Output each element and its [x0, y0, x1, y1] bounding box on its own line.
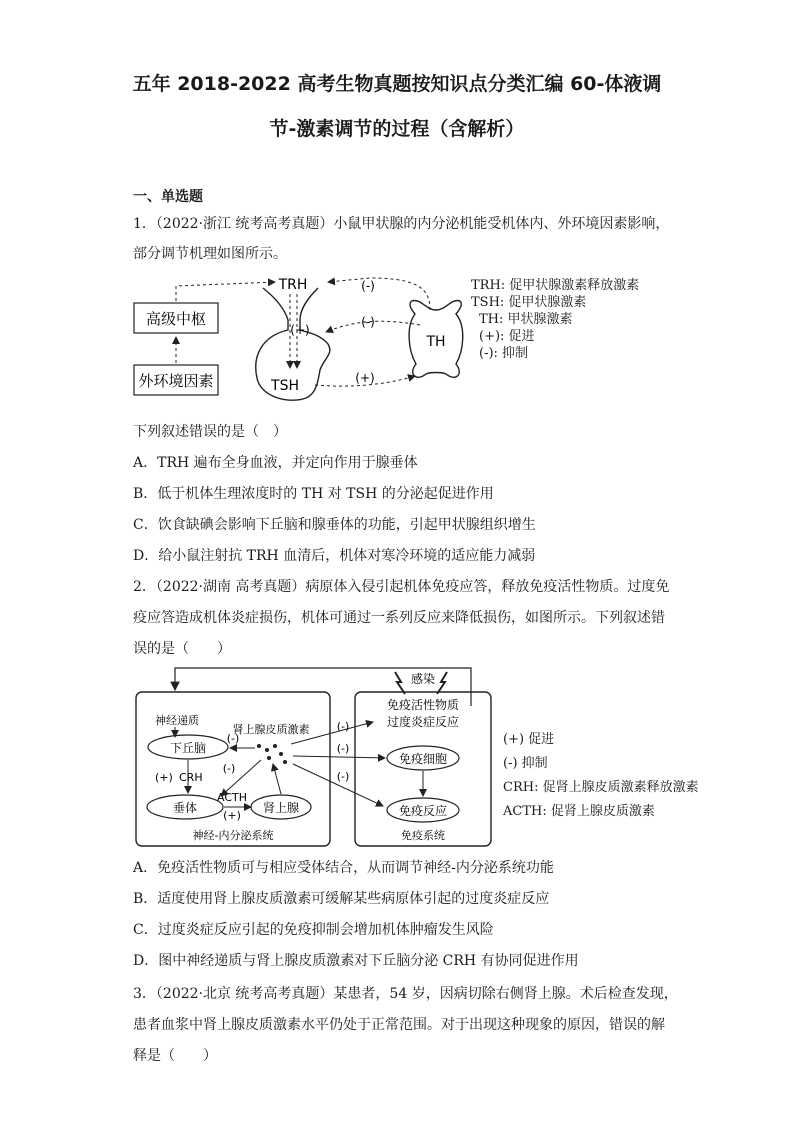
section-heading: 一、单选题 — [133, 189, 203, 205]
q1-diagram — [130, 270, 470, 410]
cortisol-pit-minus: (-) — [222, 762, 236, 775]
q2-legend-crh: CRH: 促肾上腺皮质激素释放激素 — [503, 780, 699, 795]
th-to-trh-inhibit — [328, 278, 430, 310]
immune-cell-minus: (-) — [336, 742, 350, 755]
immune-cell-label: 免疫细胞 — [398, 752, 448, 766]
q1-plus-label-2: (+) — [355, 371, 375, 385]
q1-question: 下列叙述错误的是（ ） — [133, 424, 287, 440]
q1-stem-line2: 部分调节机理如图所示。 — [133, 246, 287, 262]
q1-option-c: C．饮食缺碘会影响下丘脑和腺垂体的功能，引起甲状腺组织增生 — [133, 517, 536, 533]
q2-option-b: B．适度使用肾上腺皮质激素可缓解某些病原体引起的过度炎症反应 — [133, 891, 550, 907]
q2-stem-line2: 疫应答造成机体炎症损伤，机体可通过一系列反应来降低损伤，如图所示。下列叙述错 — [133, 610, 665, 626]
q1-plus-label-1: (+) — [290, 323, 310, 337]
th-label: TH — [426, 334, 446, 350]
q3-stem-line3: 释是（ ） — [133, 1048, 217, 1064]
cortisol-label: 肾上腺皮质激素 — [232, 723, 310, 736]
q1-option-a: A．TRH 遍布全身血液，并定向作用于腺垂体 — [133, 455, 418, 471]
center-to-trh-arrow — [176, 282, 275, 301]
neurotransmitter-label: 神经递质 — [155, 714, 199, 727]
crh-plus-label: (+) — [155, 771, 173, 784]
q1-legend-minus: (-): 抑制 — [479, 346, 529, 361]
inflammation-label: 过度炎症反应 — [386, 715, 460, 729]
q1-option-b: B．低于机体生理浓度时的 TH 对 TSH 的分泌起促进作用 — [133, 486, 494, 502]
env-label: 外环境因素 — [138, 372, 214, 390]
q2-option-a: A．免疫活性物质可与相应受体结合，从而调节神经-内分泌系统功能 — [133, 860, 554, 876]
cortisol-dot — [273, 744, 277, 748]
q3-stem-line2: 患者血浆中肾上腺皮质激素水平仍处于正常范围。对于出现这种现象的原因，错误的解 — [133, 1017, 665, 1033]
q2-diagram — [133, 664, 495, 850]
immune-resp-minus: (-) — [336, 770, 350, 783]
cortisol-dot — [265, 748, 269, 752]
q2-stem-line1: 2．（2022·湖南 高考真题）病原体入侵引起机体免疫应答，释放免疫活性物质。过度免 — [133, 579, 670, 595]
adrenal-to-cortisol-arrow — [273, 764, 281, 794]
q1-legend-trh: TRH: 促甲状腺激素释放激素 — [471, 278, 640, 293]
cortisol-hypo-minus: (-) — [226, 732, 240, 745]
q3-stem-line1: 3．（2022·北京 统考高考真题）某患者，54 岁，因病切除右侧肾上腺。术后检查发现， — [133, 986, 678, 1002]
cortisol-dot — [279, 752, 283, 756]
acth-plus-label: (+) — [223, 809, 241, 822]
adrenal-label: 肾上腺 — [262, 801, 300, 815]
neuro-endocrine-label: 神经-内分泌系统 — [192, 829, 274, 842]
pituitary-label: 垂体 — [172, 801, 198, 815]
lightning-icon — [395, 672, 405, 694]
acth-label: ACTH — [216, 791, 248, 804]
cortisol-dot — [257, 744, 261, 748]
trh-label: TRH — [278, 277, 308, 293]
q2-stem-line3: 误的是（ ） — [133, 641, 231, 657]
q2-legend-minus: (-) 抑制 — [503, 756, 548, 771]
q1-option-d: D．给小鼠注射抗 TRH 血清后，机体对寒冷环境的适应能力减弱 — [133, 548, 536, 564]
q1-minus-label-1: (-) — [361, 279, 375, 293]
immune-resp-label: 免疫反应 — [398, 804, 448, 818]
inflammation-minus: (-) — [336, 720, 350, 733]
q1-legend-th: TH: 甲状腺激素 — [479, 312, 573, 327]
cortisol-dot — [283, 760, 287, 764]
doc-title-line2: 节-激素调节的过程（含解析） — [269, 118, 525, 140]
q2-legend-plus: (+) 促进 — [503, 732, 555, 747]
tsh-label: TSH — [271, 378, 299, 394]
immune-substance-label: 免疫活性物质 — [386, 698, 460, 712]
immune-system-label: 免疫系统 — [401, 829, 445, 842]
crh-label: CRH — [179, 771, 203, 784]
higher-center-label: 高级中枢 — [145, 310, 207, 328]
doc-title-line1: 五年 2018-2022 高考生物真题按知识点分类汇编 60-体液调 — [132, 73, 662, 95]
cortisol-dot — [267, 756, 271, 760]
lightning-icon — [437, 672, 447, 694]
hypothalamus-label: 下丘脑 — [169, 741, 207, 755]
q1-minus-label-2: (-) — [361, 315, 375, 329]
q2-legend-acth: ACTH: 促肾上腺皮质激素 — [503, 804, 655, 819]
q2-option-d: D．图中神经递质与肾上腺皮质激素对下丘脑分泌 CRH 有协同促进作用 — [133, 953, 579, 969]
q1-legend-plus: (+): 促进 — [479, 329, 535, 344]
cortisol-to-immune-cell-arrow — [293, 756, 385, 758]
q1-stem-line1: 1．（2022·浙江 统考高考真题）小鼠甲状腺的内分泌机能受机体内、外环境因素影响， — [133, 216, 670, 232]
q2-option-c: C．过度炎症反应引起的免疫抑制会增加机体肿瘤发生风险 — [133, 922, 494, 938]
infection-label: 感染 — [410, 672, 436, 686]
q1-legend-tsh: TSH: 促甲状腺激素 — [471, 295, 587, 310]
